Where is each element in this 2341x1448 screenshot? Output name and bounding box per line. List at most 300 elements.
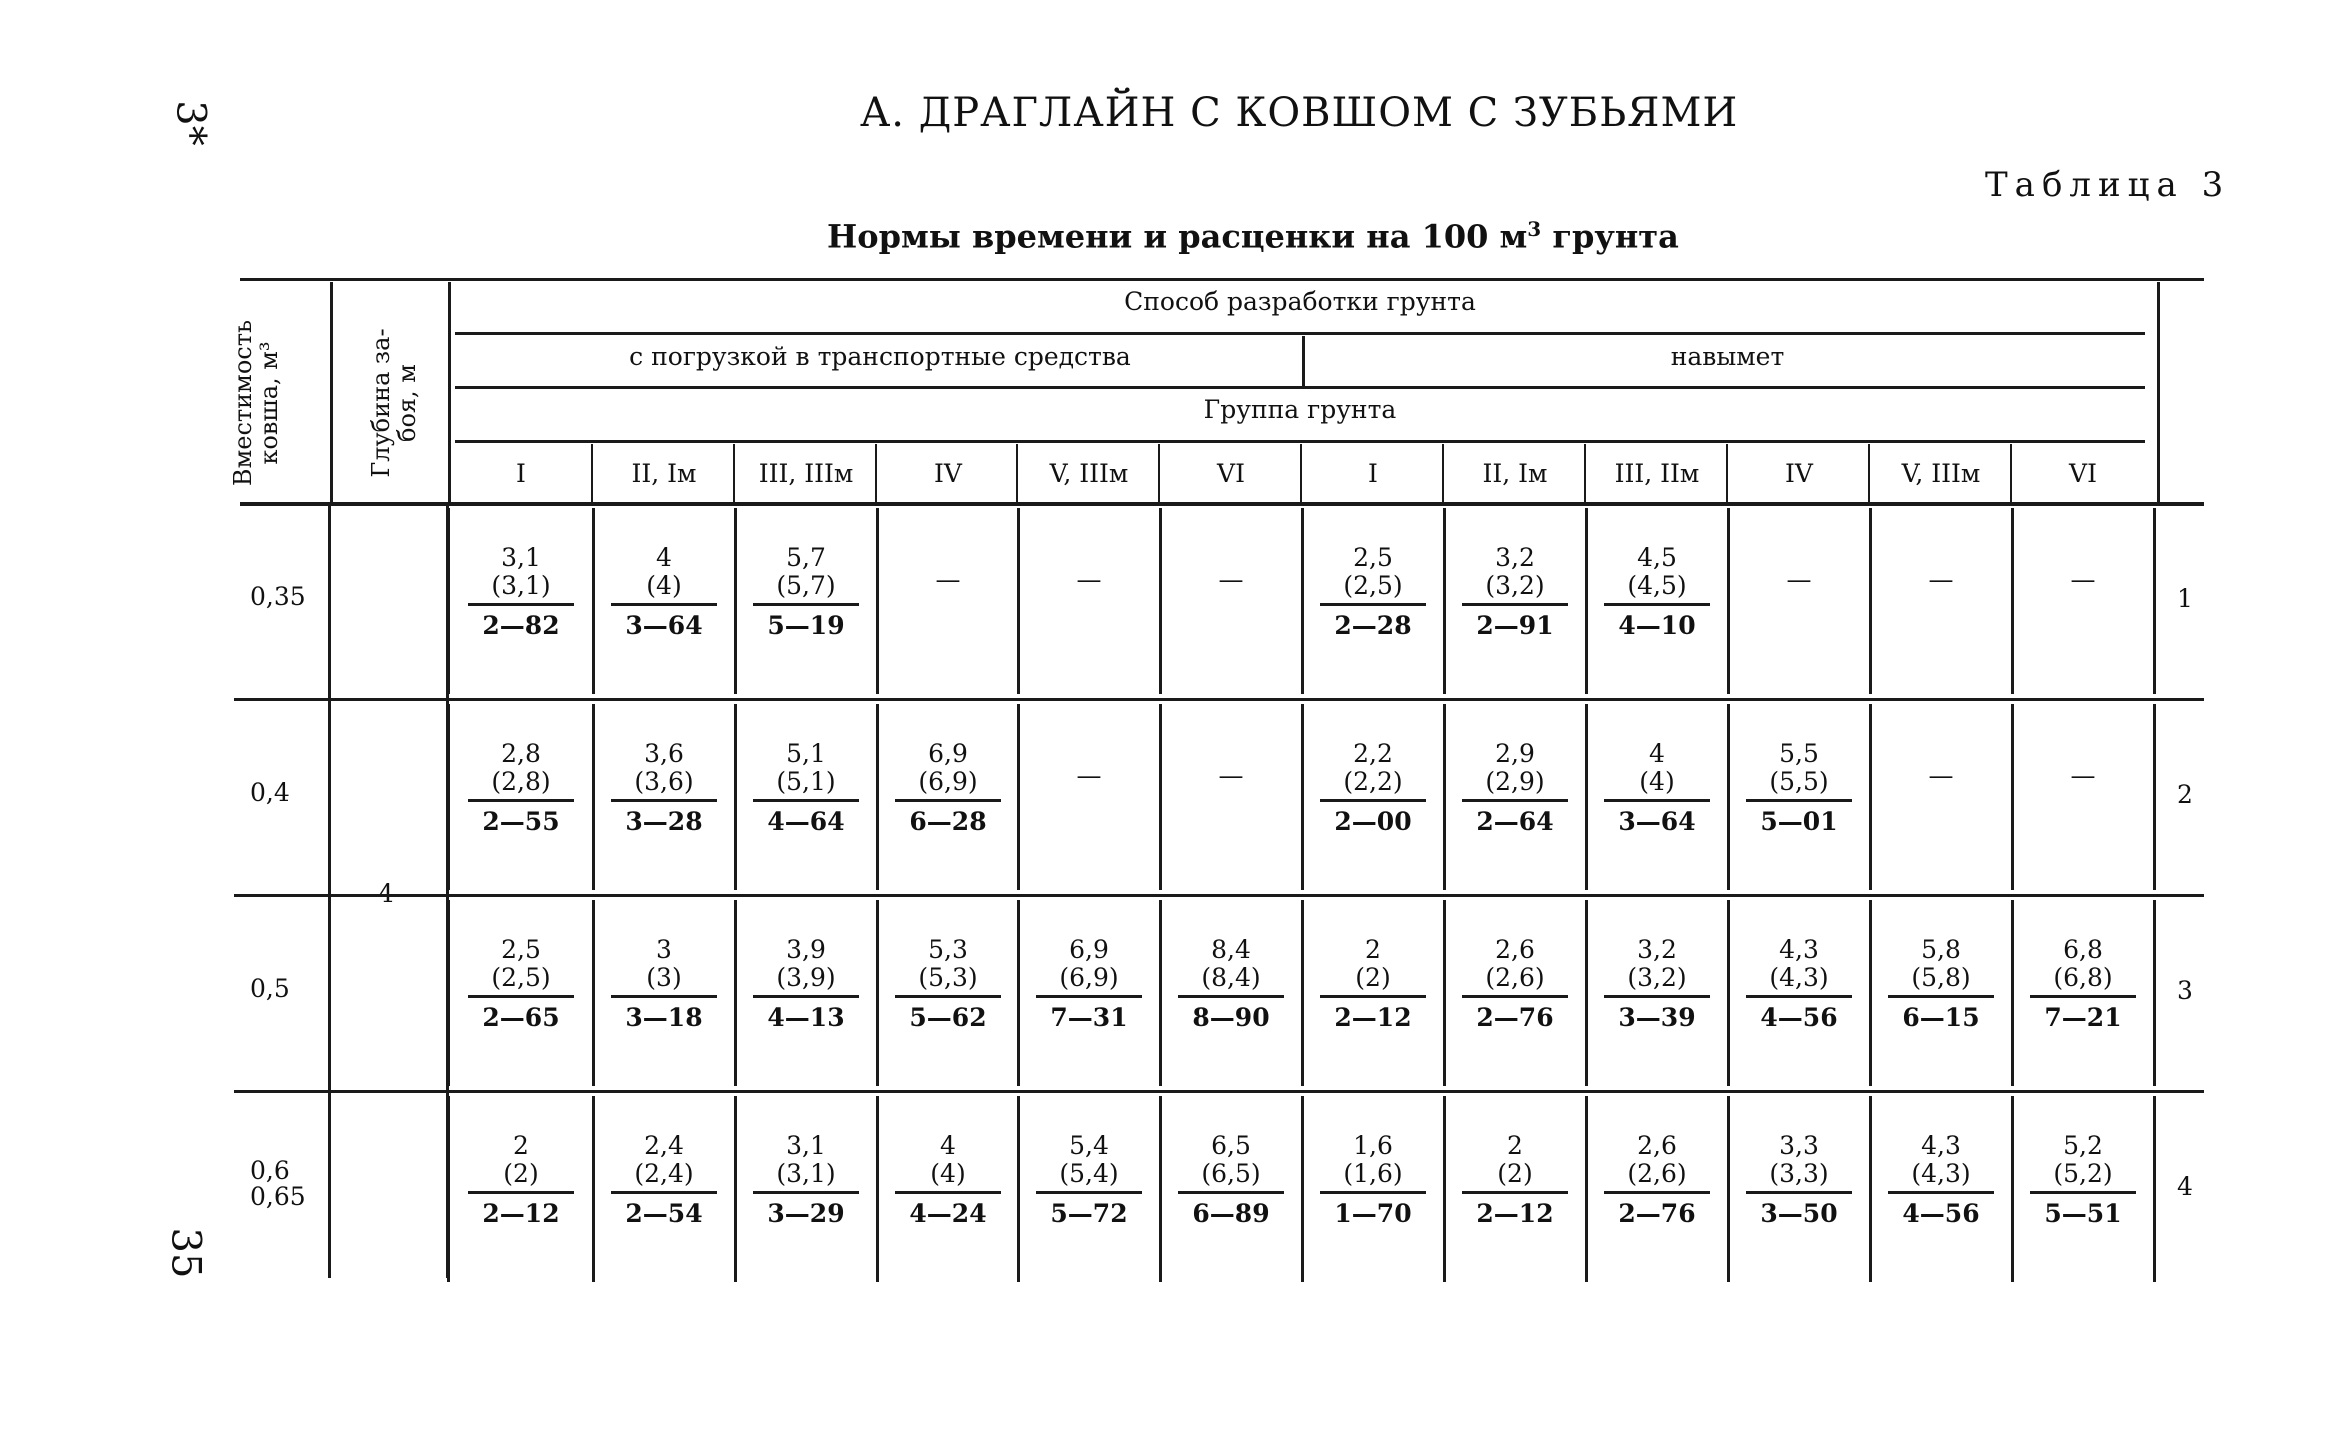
table-rule bbox=[1301, 508, 1304, 694]
bucket-capacity-value bbox=[250, 976, 290, 1002]
table-caption-tail: грунта bbox=[1541, 217, 1679, 256]
fraction-rule bbox=[1888, 1191, 1994, 1194]
rate-value: 3—64 bbox=[1618, 807, 1696, 836]
norm-cell bbox=[1728, 708, 1870, 838]
fraction-rule bbox=[1746, 799, 1852, 802]
fraction-rule bbox=[1462, 1191, 1568, 1194]
time-norm-alt: (5,8) bbox=[1911, 963, 1971, 992]
empty-norm-dash: — bbox=[1786, 565, 1812, 594]
page-side-mark-top: 3* bbox=[167, 100, 214, 146]
row-number: 4 bbox=[2177, 1172, 2193, 1201]
table-rule bbox=[447, 900, 450, 1086]
time-norm: 5,1 bbox=[786, 739, 826, 768]
table-rule bbox=[1869, 508, 1872, 694]
table-rule bbox=[1443, 900, 1446, 1086]
empty-norm-dash: — bbox=[1928, 761, 1954, 790]
table-rule bbox=[876, 704, 879, 890]
time-norm: 2,8 bbox=[501, 739, 541, 768]
table-rule bbox=[1869, 704, 1872, 890]
soil-group-header: Группа грунта bbox=[1203, 395, 1397, 424]
norm-cell bbox=[1302, 904, 1444, 1034]
time-norm-alt: (8,4) bbox=[1201, 963, 1261, 992]
page-number: 35 bbox=[162, 1227, 209, 1279]
time-norm-alt: (2) bbox=[503, 1159, 539, 1188]
table-rule bbox=[2157, 282, 2160, 502]
table-rule bbox=[2153, 1096, 2156, 1282]
rate-value: 2—65 bbox=[482, 1003, 560, 1032]
time-norm-alt: (5,3) bbox=[918, 963, 978, 992]
table-rule bbox=[876, 900, 879, 1086]
bucket-capacity-header: Вместимость ковша, м³ bbox=[229, 319, 283, 487]
table-caption-superscript: 3 bbox=[1527, 217, 1542, 241]
time-norm-alt: (6,9) bbox=[1059, 963, 1119, 992]
norm-cell bbox=[1018, 904, 1160, 1034]
time-norm: 6,9 bbox=[928, 739, 968, 768]
table-rule bbox=[2153, 508, 2156, 694]
norm-cell bbox=[1160, 708, 1302, 838]
fraction-rule bbox=[753, 799, 859, 802]
rate-value: 2—12 bbox=[1334, 1003, 1412, 1032]
bucket-capacity-line: 0,4 bbox=[250, 778, 290, 807]
time-norm: 3,2 bbox=[1637, 935, 1677, 964]
table-rule bbox=[1727, 704, 1730, 890]
rate-value: 2—12 bbox=[1476, 1199, 1554, 1228]
table-rule bbox=[2153, 900, 2156, 1086]
table-rule bbox=[2011, 704, 2014, 890]
time-norm-alt: (6,8) bbox=[2053, 963, 2113, 992]
time-norm: 2,4 bbox=[644, 1131, 684, 1160]
fraction-rule bbox=[1036, 995, 1142, 998]
time-norm-alt: (4,3) bbox=[1769, 963, 1829, 992]
bucket-capacity-line: 0,65 bbox=[250, 1182, 306, 1211]
time-norm: 4 bbox=[656, 543, 672, 572]
table-rule bbox=[234, 1090, 2204, 1093]
norm-cell bbox=[735, 1100, 877, 1230]
rate-value: 6—28 bbox=[909, 807, 987, 836]
table-rule bbox=[2011, 508, 2014, 694]
rate-value: 3—39 bbox=[1618, 1003, 1696, 1032]
rate-value: 4—24 bbox=[909, 1199, 987, 1228]
fraction-rule bbox=[753, 603, 859, 606]
soil-group-column-header: IV bbox=[934, 459, 962, 488]
time-norm: 2,6 bbox=[1495, 935, 1535, 964]
fraction-rule bbox=[1604, 799, 1710, 802]
table-rule bbox=[328, 506, 331, 1278]
soil-group-column-header: III, IIIм bbox=[758, 459, 854, 488]
table-rule bbox=[330, 282, 333, 502]
norm-cell bbox=[593, 1100, 735, 1230]
table-rule bbox=[876, 508, 879, 694]
time-norm-alt: (5,5) bbox=[1769, 767, 1829, 796]
time-norm: 3,3 bbox=[1779, 1131, 1819, 1160]
fraction-rule bbox=[1604, 603, 1710, 606]
fraction-rule bbox=[1462, 799, 1568, 802]
fraction-rule bbox=[1320, 995, 1426, 998]
norm-cell bbox=[1586, 1100, 1728, 1230]
norm-cell bbox=[1728, 904, 1870, 1034]
norm-cell bbox=[735, 708, 877, 838]
time-norm: 4,3 bbox=[1779, 935, 1819, 964]
norm-cell bbox=[2012, 512, 2154, 642]
fraction-rule bbox=[1178, 1191, 1284, 1194]
fraction-rule bbox=[468, 603, 574, 606]
section-title: А. ДРАГЛАЙН С КОВШОМ С ЗУБЬЯМИ bbox=[860, 90, 1739, 136]
rate-value: 2—76 bbox=[1618, 1199, 1696, 1228]
table-rule bbox=[1443, 704, 1446, 890]
table-caption bbox=[827, 217, 1679, 256]
time-norm: 2,5 bbox=[1353, 543, 1393, 572]
table-rule bbox=[447, 508, 450, 694]
table-rule bbox=[734, 900, 737, 1086]
soil-group-column-header: V, IIIм bbox=[1901, 459, 1981, 488]
table-rule bbox=[592, 1096, 595, 1282]
norm-cell bbox=[1870, 904, 2012, 1034]
table-rule bbox=[2011, 1096, 2014, 1282]
rate-value: 4—10 bbox=[1618, 611, 1696, 640]
time-norm: 5,5 bbox=[1779, 739, 1819, 768]
soil-group-column-header: II, Iм bbox=[631, 459, 697, 488]
rate-value: 2—54 bbox=[625, 1199, 703, 1228]
bucket-capacity-line: 0,6 bbox=[250, 1156, 290, 1185]
fraction-rule bbox=[611, 799, 717, 802]
table-rule bbox=[1868, 444, 1870, 502]
time-norm: 3,1 bbox=[786, 1131, 826, 1160]
rate-value: 2—82 bbox=[482, 611, 560, 640]
fraction-rule bbox=[1320, 799, 1426, 802]
time-norm-alt: (4,5) bbox=[1627, 571, 1687, 600]
time-norm: 2 bbox=[1365, 935, 1381, 964]
table-rule bbox=[447, 1096, 450, 1282]
table-rule bbox=[455, 386, 2145, 389]
table-rule bbox=[1585, 900, 1588, 1086]
fraction-rule bbox=[2030, 1191, 2136, 1194]
time-norm-alt: (2) bbox=[1355, 963, 1391, 992]
time-norm-alt: (2,4) bbox=[634, 1159, 694, 1188]
bucket-capacity-value bbox=[250, 584, 306, 610]
table-rule bbox=[1727, 1096, 1730, 1282]
fraction-rule bbox=[1036, 1191, 1142, 1194]
fraction-rule bbox=[611, 603, 717, 606]
bucket-capacity-value bbox=[250, 780, 290, 806]
table-rule bbox=[591, 444, 593, 502]
fraction-rule bbox=[1178, 995, 1284, 998]
time-norm-alt: (3,3) bbox=[1769, 1159, 1829, 1188]
time-norm: 4,3 bbox=[1921, 1131, 1961, 1160]
time-norm-alt: (6,9) bbox=[918, 767, 978, 796]
table-rule bbox=[592, 900, 595, 1086]
soil-group-column-header: II, Iм bbox=[1482, 459, 1548, 488]
norm-cell bbox=[593, 904, 735, 1034]
time-norm-alt: (3,2) bbox=[1485, 571, 1545, 600]
table-rule bbox=[734, 1096, 737, 1282]
time-norm: 1,6 bbox=[1353, 1131, 1393, 1160]
time-norm-alt: (4,3) bbox=[1911, 1159, 1971, 1188]
time-norm-alt: (5,1) bbox=[776, 767, 836, 796]
time-norm-alt: (3,6) bbox=[634, 767, 694, 796]
fraction-rule bbox=[1746, 1191, 1852, 1194]
soil-group-column-header: I bbox=[1368, 459, 1378, 488]
table-rule bbox=[1726, 444, 1728, 502]
table-rule bbox=[1159, 704, 1162, 890]
table-rule bbox=[1017, 704, 1020, 890]
fraction-rule bbox=[895, 995, 1001, 998]
empty-norm-dash: — bbox=[1928, 565, 1954, 594]
empty-norm-dash: — bbox=[1218, 761, 1244, 790]
norm-cell bbox=[593, 708, 735, 838]
fraction-rule bbox=[753, 1191, 859, 1194]
fraction-rule bbox=[468, 799, 574, 802]
fraction-rule bbox=[1888, 995, 1994, 998]
table-rule bbox=[455, 332, 2145, 335]
norm-cell bbox=[1586, 708, 1728, 838]
rate-value: 2—91 bbox=[1476, 611, 1554, 640]
rate-value: 1—70 bbox=[1334, 1199, 1412, 1228]
time-norm: 6,5 bbox=[1211, 1131, 1251, 1160]
time-norm-alt: (2,5) bbox=[1343, 571, 1403, 600]
soil-group-column-header: IV bbox=[1785, 459, 1813, 488]
norm-cell bbox=[1870, 1100, 2012, 1230]
rate-value: 8—90 bbox=[1192, 1003, 1270, 1032]
row-number: 1 bbox=[2177, 584, 2193, 613]
norm-cell bbox=[1302, 1100, 1444, 1230]
table-rule bbox=[1301, 704, 1304, 890]
table-rule bbox=[1017, 1096, 1020, 1282]
norm-cell bbox=[1870, 708, 2012, 838]
fraction-rule bbox=[1462, 995, 1568, 998]
time-norm-alt: (2,6) bbox=[1627, 1159, 1687, 1188]
time-norm-alt: (2,6) bbox=[1485, 963, 1545, 992]
time-norm: 5,8 bbox=[1921, 935, 1961, 964]
soil-group-column-header: VI bbox=[1217, 459, 1245, 488]
fraction-rule bbox=[1462, 603, 1568, 606]
norm-cell bbox=[877, 708, 1019, 838]
depth-header: Глубина за-боя, м bbox=[367, 328, 421, 478]
rate-value: 5—51 bbox=[2044, 1199, 2122, 1228]
table-rule bbox=[2011, 900, 2014, 1086]
soil-group-column-header: V, IIIм bbox=[1049, 459, 1129, 488]
table-rule bbox=[234, 894, 2204, 897]
table-rule bbox=[1585, 1096, 1588, 1282]
bucket-capacity-line: 0,35 bbox=[250, 582, 306, 611]
rate-value: 4—13 bbox=[767, 1003, 845, 1032]
time-norm: 5,3 bbox=[928, 935, 968, 964]
time-norm-alt: (5,7) bbox=[776, 571, 836, 600]
empty-norm-dash: — bbox=[1076, 761, 1102, 790]
rate-value: 3—50 bbox=[1760, 1199, 1838, 1228]
table-rule bbox=[876, 1096, 879, 1282]
norm-cell bbox=[1302, 512, 1444, 642]
time-norm-alt: (3) bbox=[646, 963, 682, 992]
table-rule bbox=[1158, 444, 1160, 502]
norm-cell bbox=[877, 512, 1019, 642]
norm-cell bbox=[1018, 1100, 1160, 1230]
fraction-rule bbox=[468, 1191, 574, 1194]
norm-cell bbox=[1444, 904, 1586, 1034]
time-norm: 5,2 bbox=[2063, 1131, 2103, 1160]
fraction-rule bbox=[1320, 1191, 1426, 1194]
rate-value: 3—29 bbox=[767, 1199, 845, 1228]
empty-norm-dash: — bbox=[935, 565, 961, 594]
rate-value: 2—64 bbox=[1476, 807, 1554, 836]
time-norm-alt: (2,5) bbox=[491, 963, 551, 992]
norm-cell bbox=[593, 512, 735, 642]
table-rule bbox=[1301, 900, 1304, 1086]
table-rule bbox=[1159, 508, 1162, 694]
time-norm: 4 bbox=[1649, 739, 1665, 768]
rate-value: 7—21 bbox=[2044, 1003, 2122, 1032]
time-norm-alt: (4) bbox=[1639, 767, 1675, 796]
table-rule bbox=[1869, 1096, 1872, 1282]
rate-value: 2—12 bbox=[482, 1199, 560, 1228]
time-norm: 6,8 bbox=[2063, 935, 2103, 964]
fraction-rule bbox=[611, 995, 717, 998]
table-rule bbox=[1443, 508, 1446, 694]
rate-value: 5—62 bbox=[909, 1003, 987, 1032]
time-norm: 8,4 bbox=[1211, 935, 1251, 964]
norm-cell bbox=[1728, 512, 1870, 642]
norm-cell bbox=[1302, 708, 1444, 838]
norm-cell bbox=[2012, 708, 2154, 838]
time-norm-alt: (2,8) bbox=[491, 767, 551, 796]
table-rule bbox=[1302, 336, 1305, 386]
norm-cell bbox=[2012, 1100, 2154, 1230]
time-norm: 6,9 bbox=[1069, 935, 1109, 964]
norm-cell bbox=[1160, 512, 1302, 642]
time-norm: 2 bbox=[1507, 1131, 1523, 1160]
fraction-rule bbox=[468, 995, 574, 998]
table-rule bbox=[1727, 900, 1730, 1086]
time-norm-alt: (1,6) bbox=[1343, 1159, 1403, 1188]
table-rule bbox=[734, 704, 737, 890]
fraction-rule bbox=[1746, 995, 1852, 998]
fraction-rule bbox=[753, 995, 859, 998]
table-rule bbox=[1727, 508, 1730, 694]
table-rule bbox=[734, 508, 737, 694]
soil-group-column-header: VI bbox=[2069, 459, 2097, 488]
table-rule bbox=[1017, 900, 1020, 1086]
rate-value: 5—72 bbox=[1050, 1199, 1128, 1228]
table-rule bbox=[875, 444, 877, 502]
fraction-rule bbox=[611, 1191, 717, 1194]
fraction-rule bbox=[2030, 995, 2136, 998]
time-norm: 5,4 bbox=[1069, 1131, 1109, 1160]
norm-cell bbox=[1586, 904, 1728, 1034]
time-norm: 2,2 bbox=[1353, 739, 1393, 768]
time-norm: 2,5 bbox=[501, 935, 541, 964]
table-rule bbox=[455, 440, 2145, 443]
norm-cell bbox=[735, 512, 877, 642]
empty-norm-dash: — bbox=[2070, 761, 2096, 790]
time-norm-alt: (3,1) bbox=[776, 1159, 836, 1188]
table-rule bbox=[447, 704, 450, 890]
empty-norm-dash: — bbox=[2070, 565, 2096, 594]
table-rule bbox=[1869, 900, 1872, 1086]
time-norm-alt: (5,4) bbox=[1059, 1159, 1119, 1188]
rate-value: 2—28 bbox=[1334, 611, 1412, 640]
table-rule bbox=[733, 444, 735, 502]
time-norm-alt: (4) bbox=[930, 1159, 966, 1188]
norm-cell bbox=[450, 708, 592, 838]
table-rule bbox=[1016, 444, 1018, 502]
table-rule bbox=[240, 502, 2204, 506]
norm-cell bbox=[450, 512, 592, 642]
norm-cell bbox=[1160, 904, 1302, 1034]
table-rule bbox=[1017, 508, 1020, 694]
norm-cell bbox=[1018, 708, 1160, 838]
row-number: 2 bbox=[2177, 780, 2193, 809]
norm-cell bbox=[450, 904, 592, 1034]
norm-cell bbox=[1018, 512, 1160, 642]
time-norm: 4 bbox=[940, 1131, 956, 1160]
method-header: Способ разработки грунта bbox=[1124, 287, 1476, 316]
table-rule bbox=[2010, 444, 2012, 502]
time-norm: 5,7 bbox=[786, 543, 826, 572]
soil-group-column-header: III, IIм bbox=[1614, 459, 1700, 488]
rate-value: 3—28 bbox=[625, 807, 703, 836]
casting-header: навымет bbox=[1670, 342, 1785, 371]
time-norm: 3,9 bbox=[786, 935, 826, 964]
rate-value: 2—55 bbox=[482, 807, 560, 836]
time-norm-alt: (2,9) bbox=[1485, 767, 1545, 796]
rate-value: 4—56 bbox=[1760, 1003, 1838, 1032]
soil-group-column-header: I bbox=[516, 459, 526, 488]
rate-value: 3—18 bbox=[625, 1003, 703, 1032]
table-caption-main: Нормы времени и расценки на 100 м bbox=[827, 217, 1528, 256]
bucket-capacity-line: 0,5 bbox=[250, 974, 290, 1003]
fraction-rule bbox=[895, 1191, 1001, 1194]
table-rule bbox=[2153, 704, 2156, 890]
time-norm-alt: (3,2) bbox=[1627, 963, 1687, 992]
norm-cell bbox=[1728, 1100, 1870, 1230]
time-norm-alt: (3,9) bbox=[776, 963, 836, 992]
rate-value: 2—00 bbox=[1334, 807, 1412, 836]
rate-value: 6—89 bbox=[1192, 1199, 1270, 1228]
table-rule bbox=[1443, 1096, 1446, 1282]
time-norm: 2,6 bbox=[1637, 1131, 1677, 1160]
fraction-rule bbox=[1604, 995, 1710, 998]
rate-value: 4—56 bbox=[1902, 1199, 1980, 1228]
table-number: Таблица 3 bbox=[1985, 165, 2231, 205]
norm-cell bbox=[2012, 904, 2154, 1034]
empty-norm-dash: — bbox=[1218, 565, 1244, 594]
bucket-capacity-value bbox=[250, 1158, 306, 1210]
rate-value: 3—64 bbox=[625, 611, 703, 640]
rate-value: 4—64 bbox=[767, 807, 845, 836]
rate-value: 7—31 bbox=[1050, 1003, 1128, 1032]
rate-value: 2—76 bbox=[1476, 1003, 1554, 1032]
time-norm-alt: (5,2) bbox=[2053, 1159, 2113, 1188]
time-norm-alt: (2,2) bbox=[1343, 767, 1403, 796]
norm-cell bbox=[1870, 512, 2012, 642]
norm-cell bbox=[877, 1100, 1019, 1230]
time-norm: 2,9 bbox=[1495, 739, 1535, 768]
norm-cell bbox=[1444, 512, 1586, 642]
table-rule bbox=[1159, 1096, 1162, 1282]
row-number: 3 bbox=[2177, 976, 2193, 1005]
norm-cell bbox=[1160, 1100, 1302, 1230]
rate-value: 5—01 bbox=[1760, 807, 1838, 836]
with-loading-header: с погрузкой в транспортные средства bbox=[629, 342, 1131, 371]
rate-value: 6—15 bbox=[1902, 1003, 1980, 1032]
fraction-rule bbox=[895, 799, 1001, 802]
table-rule bbox=[240, 278, 2204, 281]
time-norm: 3,2 bbox=[1495, 543, 1535, 572]
norm-cell bbox=[1586, 512, 1728, 642]
table-rule bbox=[234, 698, 2204, 701]
time-norm: 3 bbox=[656, 935, 672, 964]
time-norm-alt: (4) bbox=[646, 571, 682, 600]
time-norm-alt: (2) bbox=[1497, 1159, 1533, 1188]
